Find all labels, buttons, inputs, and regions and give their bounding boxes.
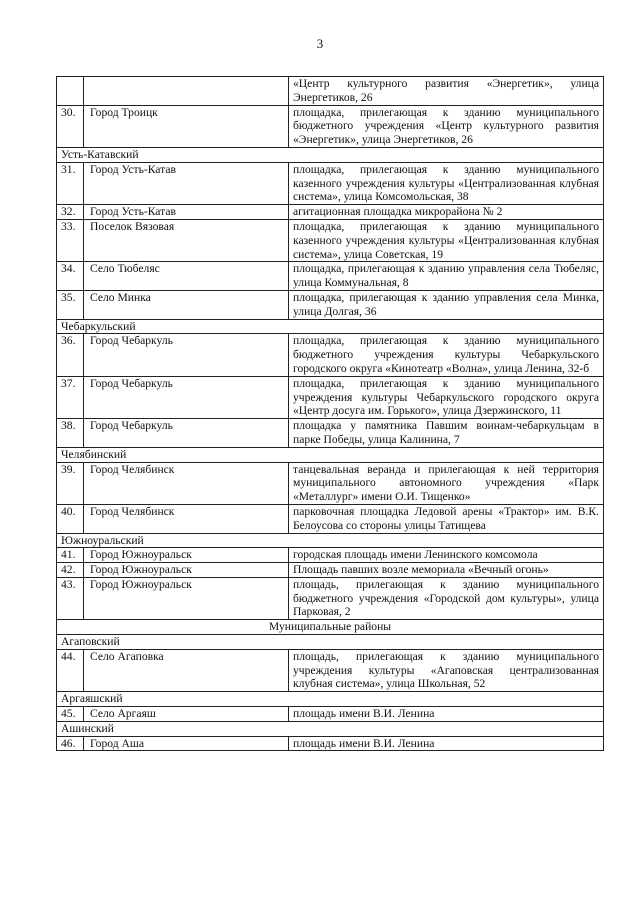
- row-locality: Город Южноуральск: [84, 548, 289, 563]
- row-number: 33.: [57, 219, 84, 261]
- row-number: 36.: [57, 334, 84, 376]
- row-site-description: парковочная площадка Ледовой арены «Трактор» им. В.К. Белоусова со стороны улицы Татищева: [289, 504, 604, 533]
- row-number: 40.: [57, 504, 84, 533]
- table-row: [57, 548, 604, 563]
- table-row: [57, 219, 604, 261]
- row-number: 31.: [57, 162, 84, 204]
- row-locality: Село Тюбеляс: [84, 262, 289, 291]
- table-row: [57, 504, 604, 533]
- row-locality: Город Усть-Катав: [84, 205, 289, 220]
- row-locality: Город Челябинск: [84, 504, 289, 533]
- page-number: 3: [316, 36, 324, 51]
- row-locality: Поселок Вязовая: [84, 219, 289, 261]
- table-row: [57, 105, 604, 147]
- row-site-description: площадка, прилегающая к зданию управления села Минка, улица Долгая, 36: [289, 290, 604, 319]
- row-site-description: городская площадь имени Ленинского комсомола: [289, 548, 604, 563]
- row-locality: [84, 77, 289, 106]
- table-row: [57, 563, 604, 578]
- district-section-row: [57, 533, 604, 548]
- row-number: 43.: [57, 577, 84, 619]
- row-site-description: «Центр культурного развития «Энергетик», улица Энергетиков, 26: [289, 77, 604, 106]
- row-number: [57, 77, 84, 106]
- row-locality: Город Южноуральск: [84, 563, 289, 578]
- row-number: 32.: [57, 205, 84, 220]
- row-site-description: площадка у памятника Павшим воинам-чебаркульцам в парке Победы, улица Калинина, 7: [289, 419, 604, 448]
- district-section-row: [57, 319, 604, 334]
- district-name: Челябинский: [57, 447, 604, 462]
- district-section-row: [57, 147, 604, 162]
- row-site-description: танцевальная веранда и прилегающая к ней территория муниципального автономного учреждения «Парк «Металлург» имени О.И. Тищенко»: [289, 462, 604, 504]
- table-body: [57, 77, 604, 751]
- row-number: 41.: [57, 548, 84, 563]
- table-row: [57, 262, 604, 291]
- table-row: [57, 77, 604, 106]
- district-section-row: [57, 447, 604, 462]
- row-number: 30.: [57, 105, 84, 147]
- row-number: 34.: [57, 262, 84, 291]
- row-site-description: Площадь павших возле мемориала «Вечный огонь»: [289, 563, 604, 578]
- district-name: Аргаяшский: [57, 692, 604, 707]
- row-locality: Город Чебаркуль: [84, 334, 289, 376]
- row-locality: Город Челябинск: [84, 462, 289, 504]
- row-site-description: площадь, прилегающая к зданию муниципального бюджетного учреждения «Городской дом культуры», улица Парковая, 2: [289, 577, 604, 619]
- row-locality: Город Усть-Катав: [84, 162, 289, 204]
- table-row: [57, 162, 604, 204]
- row-number: 44.: [57, 649, 84, 691]
- row-site-description: площадь имени В.И. Ленина: [289, 707, 604, 722]
- district-name: Агаповский: [57, 635, 604, 650]
- district-section-row: [57, 692, 604, 707]
- district-section-row: [57, 721, 604, 736]
- table-row: [57, 376, 604, 418]
- district-name: Ашинский: [57, 721, 604, 736]
- row-locality: Город Чебаркуль: [84, 376, 289, 418]
- table-row: [57, 707, 604, 722]
- district-section-row: [57, 635, 604, 650]
- row-locality: Город Аша: [84, 736, 289, 751]
- table-row: [57, 205, 604, 220]
- row-site-description: агитационная площадка микрорайона № 2: [289, 205, 604, 220]
- table-row: [57, 649, 604, 691]
- district-name: Южноуральский: [57, 533, 604, 548]
- row-site-description: площадь имени В.И. Ленина: [289, 736, 604, 751]
- row-site-description: площадка, прилегающая к зданию управления села Тюбеляс, улица Коммунальная, 8: [289, 262, 604, 291]
- row-locality: Село Минка: [84, 290, 289, 319]
- table-row: [57, 419, 604, 448]
- table-row: [57, 334, 604, 376]
- row-locality: Село Аргаяш: [84, 707, 289, 722]
- table-row: [57, 736, 604, 751]
- row-site-description: площадка, прилегающая к зданию муниципального бюджетного учреждения «Центр культурного развития «Энергетик», улица Энергетиков, 26: [289, 105, 604, 147]
- row-number: 46.: [57, 736, 84, 751]
- row-number: 45.: [57, 707, 84, 722]
- row-number: 35.: [57, 290, 84, 319]
- table-row: [57, 462, 604, 504]
- row-site-description: площадь, прилегающая к зданию муниципального учреждения культуры «Агаповская централизованная клубная система», улица Школьная, 52: [289, 649, 604, 691]
- row-locality: Город Чебаркуль: [84, 419, 289, 448]
- row-number: 39.: [57, 462, 84, 504]
- row-number: 42.: [57, 563, 84, 578]
- row-site-description: площадка, прилегающая к зданию муниципального учреждения культуры Чебаркульского городского округа «Центр досуга им. Горького», улица Дзержинского, 11: [289, 376, 604, 418]
- row-number: 38.: [57, 419, 84, 448]
- row-site-description: площадка, прилегающая к зданию муниципального казенного учреждения культуры «Централизованная клубная система», улица Комсомольская, 38: [289, 162, 604, 204]
- table-row: [57, 290, 604, 319]
- row-locality: Село Агаповка: [84, 649, 289, 691]
- row-locality: Город Южноуральск: [84, 577, 289, 619]
- row-locality: Город Троицк: [84, 105, 289, 147]
- polling-sites-table: [56, 76, 604, 751]
- district-name: Усть-Катавский: [57, 147, 604, 162]
- row-site-description: площадка, прилегающая к зданию муниципального казенного учреждения культуры «Централизованная клубная система», улица Советская, 19: [289, 219, 604, 261]
- table-heading-row: [57, 620, 604, 635]
- row-number: 37.: [57, 376, 84, 418]
- districts-heading: Муниципальные районы: [57, 620, 604, 635]
- table-row: [57, 577, 604, 619]
- row-site-description: площадка, прилегающая к зданию муниципального бюджетного учреждения культуры Чебаркульского городского округа «Кинотеатр «Волна», улица Ленина, 32-б: [289, 334, 604, 376]
- district-name: Чебаркульский: [57, 319, 604, 334]
